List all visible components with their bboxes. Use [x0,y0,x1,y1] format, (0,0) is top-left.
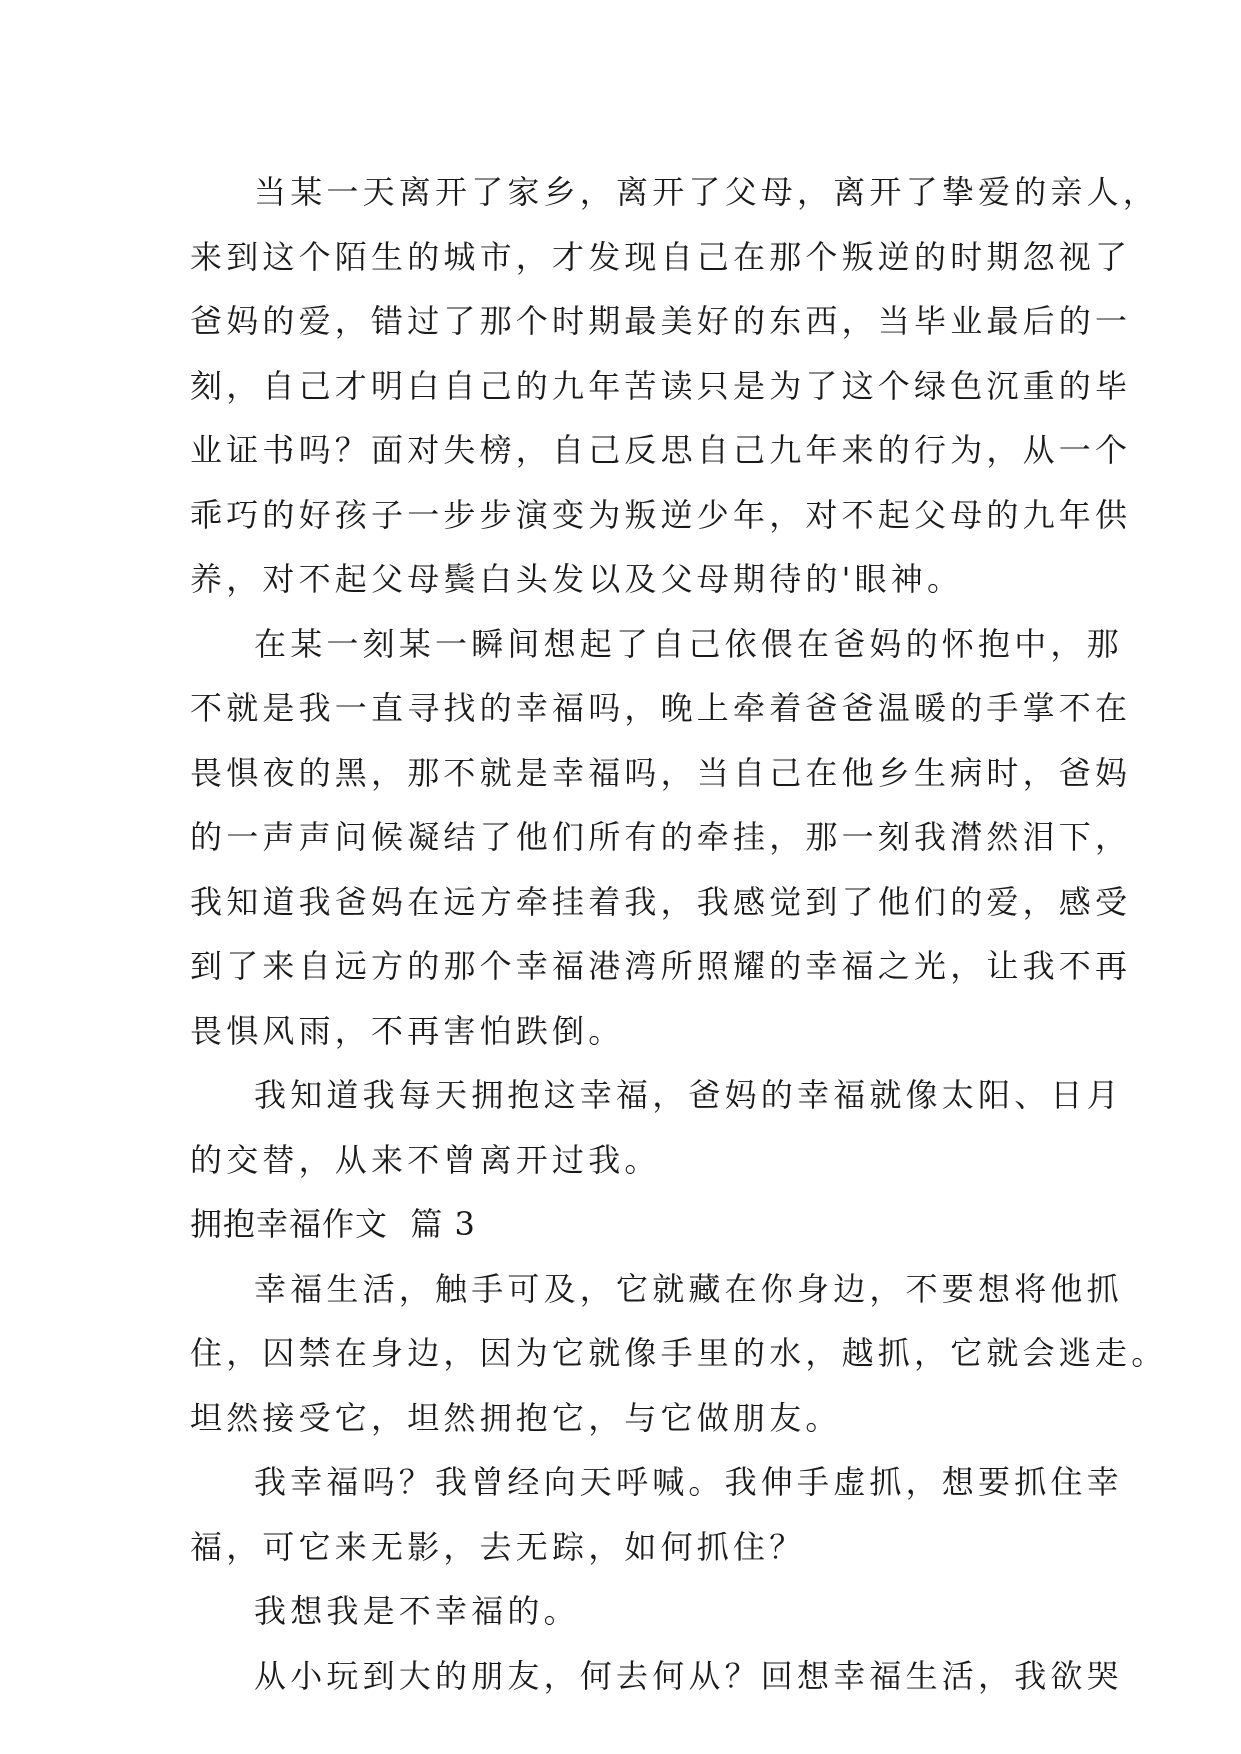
text-line: 当某一天离开了家乡，离开了父母，离开了挚爱的亲人， [254,173,1160,211]
text-line: 住，囚禁在身边，因为它就像手里的水，越抓，它就会逃走。 [190,1334,1168,1372]
text-line: 爸妈的爱，错过了那个时期最美好的东西，当毕业最后的一 [190,302,1132,340]
text-line: 我知道我爸妈在远方牵挂着我，我感觉到了他们的爱，感受 [190,882,1132,921]
paragraph-1 [190,160,1160,612]
text-line: 刻，自己才明白自己的九年苦读只是为了这个绿色沉重的毕 [190,366,1132,405]
document-body [190,160,1168,1708]
paragraph-3 [190,1063,1123,1192]
text-line: 福，可它来无影，去无踪，如何抓住？ [190,1527,806,1566]
text-line: 坦然接受它，坦然拥抱它，与它做朋友。 [190,1398,842,1437]
paragraph-7 [190,1644,1123,1709]
paragraph-4 [190,1257,1168,1451]
text-line: 乖巧的好孩子一步步演变为叛逆少年，对不起父母的九年供 [190,495,1132,534]
text-line: 畏惧风雨，不再害怕跌倒。 [190,1011,625,1050]
text-line: 我幸福吗？我曾经向天呼喊。我伸手虚抓，想要抓住幸 [254,1463,1123,1501]
paragraph-5 [190,1450,1123,1579]
text-line: 来到这个陌生的城市，才发现自己在那个叛逆的时期忽视了 [190,237,1132,276]
text-line: 在某一刻某一瞬间想起了自己依偎在爸妈的怀抱中，那 [254,624,1123,663]
paragraph-2 [190,612,1132,1064]
text-line: 幸福生活，触手可及，它就藏在你身边，不要想将他抓 [254,1269,1123,1308]
text-line: 我想我是不幸福的。 [254,1592,580,1630]
section-heading: 拥抱幸福作文 篇 3 [190,1205,476,1243]
text-line: 我知道我每天拥抱这幸福，爸妈的幸福就像太阳、日月 [254,1076,1123,1114]
text-line: 不就是我一直寻找的幸福吗，晚上牵着爸爸温暖的手掌不在 [190,689,1132,727]
text-line: 业证书吗？面对失榜，自己反思自己九年来的行为，从一个 [190,431,1132,469]
text-line: 到了来自远方的那个幸福港湾所照耀的幸福之光，让我不再 [190,947,1132,985]
text-line: 畏惧夜的黑，那不就是幸福吗，当自己在他乡生病时，爸妈 [190,753,1132,792]
text-line: 的交替，从来不曾离开过我。 [190,1140,661,1179]
paragraph-6 [190,1579,1050,1644]
text-line: 养，对不起父母鬓白头发以及父母期待的'眼神。 [190,560,964,598]
text-line: 从小玩到大的朋友，何去何从？回想幸福生活，我欲哭 [254,1656,1123,1695]
text-line: 的一声声问候凝结了他们所有的牵挂，那一刻我潸然泪下， [190,818,1132,856]
